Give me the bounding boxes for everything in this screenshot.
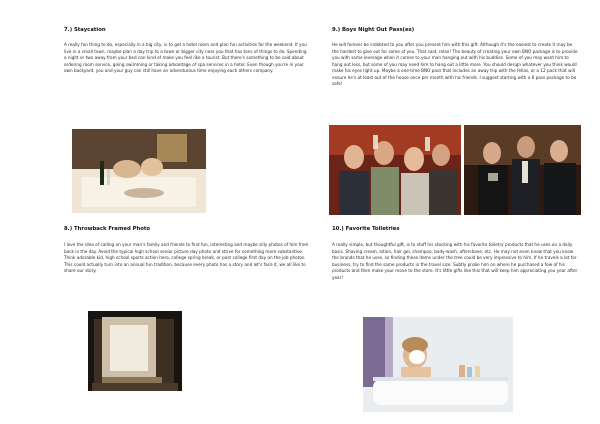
section-heading: 7.) Staycation: [64, 27, 106, 33]
section-heading: 9.) Boys Night Out Pass(es): [332, 27, 415, 33]
men-celebrating-in-suits-photo: [464, 125, 581, 215]
child-in-bathtub-photo: [363, 317, 513, 412]
group-of-men-toasting-photo: [329, 125, 461, 215]
section-body: I love the idea of calling on your man's family and friends to find fun, interesting and maybe silly photos of him from back in the day. Avoid the typical high school senior picture day photo and strive for something more substantive. Think adorable kid, high school sports action hero, college spring break, or post college first day on the job photos. This could actually turn into an annual fun tradition, because every photo has a story and let's face it, we all like to share our story.: [64, 242, 309, 273]
wooden-picture-frame-photo: [88, 311, 182, 391]
section-favorite-toiletries: [332, 226, 578, 281]
section-throwback-photo: [64, 226, 310, 275]
section-body: A really simple, but thoughtful gift, is to stuff his stocking with his favorite toiletry products that he uses on a daily basis. Shaving cream, lotion, hair gel, shampoo, body-wash, aftershave, etc. He may not even know that you know the brands that he uses, so finding these items under the tree could be very impressive to him. If he travels a lot for business, try to find the same products in the travel size. Subtly probe him on where he purchased a few of his products and then make your move to the store. It's little gifts like this that will keep him appreciating you year after year!: [332, 242, 578, 280]
section-body: He will forever be indebted to you after you present him with this gift. Although it's the easiest to create it may be the hardest to give out for some of you. That said, relax! The beauty of creating your own BNO package is to provide you with some leverage when it comes to your man hanging out with his buddies. Some of you may want him to hang out less, but some of you may need him to hang out a little more. You should design whatever you think would make his eyes light up. Maybe a one-time BNO pass that includes an away trip with the fellas, or a 12 pack that will ensure he's at least out of the house once per month with his friends. I suggest starting with a 6 pass package to be safe!: [332, 42, 578, 86]
couple-in-hotel-bed-photo: [72, 129, 206, 213]
section-body: A really fun thing to do, especially in a big city, is to get a hotel room and plan fun activities for the weekend. If you live in a small town, maybe plan a day trip to a town or bigger city near you that has tons of things to do. Spending a night or two away from your bed can kind of make you feel like a tourist. But there's something to be said about ordering room service, going swimming or taking advantage of spa services in a hotel. Even though you're in your own backyard, you and your guy can still have an adventurous time enjoying each others company.: [64, 42, 307, 73]
section-heading: 8.) Throwback Framed Photo: [64, 226, 151, 232]
section-boys-night-out: [332, 27, 578, 88]
section-heading: 10.) Favorite Toiletries: [332, 226, 400, 232]
section-staycation: [64, 27, 310, 75]
